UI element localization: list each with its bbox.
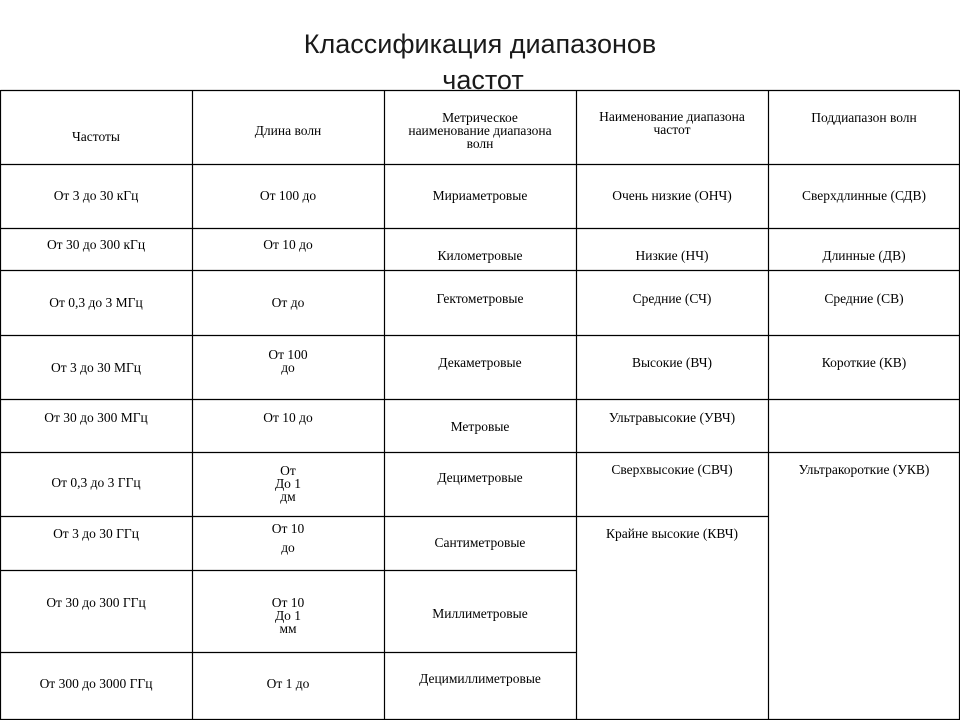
row-7-band: Крайне высокие (КВЧ) <box>605 526 738 541</box>
header-frequency: Частоты <box>71 129 121 144</box>
row-7-metric: Сантиметровые <box>434 535 526 550</box>
row-7-frequency: От 3 до 30 ГГц <box>53 526 139 541</box>
row-3-subband: Средние (СВ) <box>824 291 904 306</box>
row-7-wavelength: От 10 до <box>271 521 305 555</box>
row-3-frequency: От 0,3 до 3 МГц <box>49 295 143 310</box>
title-line-2: частот <box>442 65 524 95</box>
row-1-wavelength: От 100 до <box>259 188 317 203</box>
row-6-frequency: От 0,3 до 3 ГГц <box>51 475 141 490</box>
row-4-frequency: От 3 до 30 МГц <box>50 360 142 375</box>
row-9-metric: Децимиллиметровые <box>419 671 541 686</box>
row-1-band: Очень низкие (ОНЧ) <box>612 188 732 203</box>
row-4-metric: Декаметровые <box>438 355 522 370</box>
row-6-wavelength: От До 1 дм <box>274 463 302 504</box>
row-4-subband: Короткие (КВ) <box>821 355 907 370</box>
header-metric-name: Метрическое наименование диапазона волн <box>408 110 552 151</box>
row-5-band: Ультравысокие (УВЧ) <box>608 410 736 425</box>
row-2-subband: Длинные (ДВ) <box>822 248 906 263</box>
row-4-band: Высокие (ВЧ) <box>631 355 713 370</box>
row-2-metric: Километровые <box>437 248 523 263</box>
row-5-frequency: От 30 до 300 МГц <box>44 410 148 425</box>
row-3-band: Средние (СЧ) <box>632 291 712 306</box>
row-9-frequency: От 300 до 3000 ГГц <box>39 676 153 691</box>
title-line-1: Классификация диапазонов <box>303 29 657 59</box>
row-1-metric: Мириаметровые <box>432 188 528 203</box>
row-3-metric: Гектометровые <box>436 291 524 306</box>
header-band-name: Наименование диапазона частот <box>599 109 745 137</box>
row-6-band: Сверхвысокие (СВЧ) <box>611 462 733 477</box>
row-5-wavelength: От 10 до <box>263 410 313 425</box>
row-6-metric: Дециметровые <box>437 470 523 485</box>
header-subband: Поддиапазон волн <box>811 110 917 125</box>
row-8-metric: Миллиметровые <box>432 606 528 621</box>
row-1-subband: Сверхдлинные (СДВ) <box>801 188 927 203</box>
header-wavelength: Длина волн <box>254 123 322 138</box>
row-8-wavelength: От 10 До 1 мм <box>271 595 305 636</box>
row-9-wavelength: От 1 до <box>266 676 310 691</box>
row-8-frequency: От 30 до 300 ГГц <box>46 595 146 610</box>
row-2-band: Низкие (НЧ) <box>635 248 709 263</box>
row-6-subband: Ультракороткие (УКВ) <box>798 462 930 477</box>
row-4-wavelength: От 100 до <box>268 347 308 375</box>
row-5-metric: Метровые <box>450 419 510 434</box>
row-2-wavelength: От 10 до <box>263 237 313 252</box>
row-3-wavelength: От до <box>271 295 305 310</box>
row-2-frequency: От 30 до 300 кГц <box>46 237 146 252</box>
row-1-frequency: От 3 до 30 кГц <box>53 188 139 203</box>
